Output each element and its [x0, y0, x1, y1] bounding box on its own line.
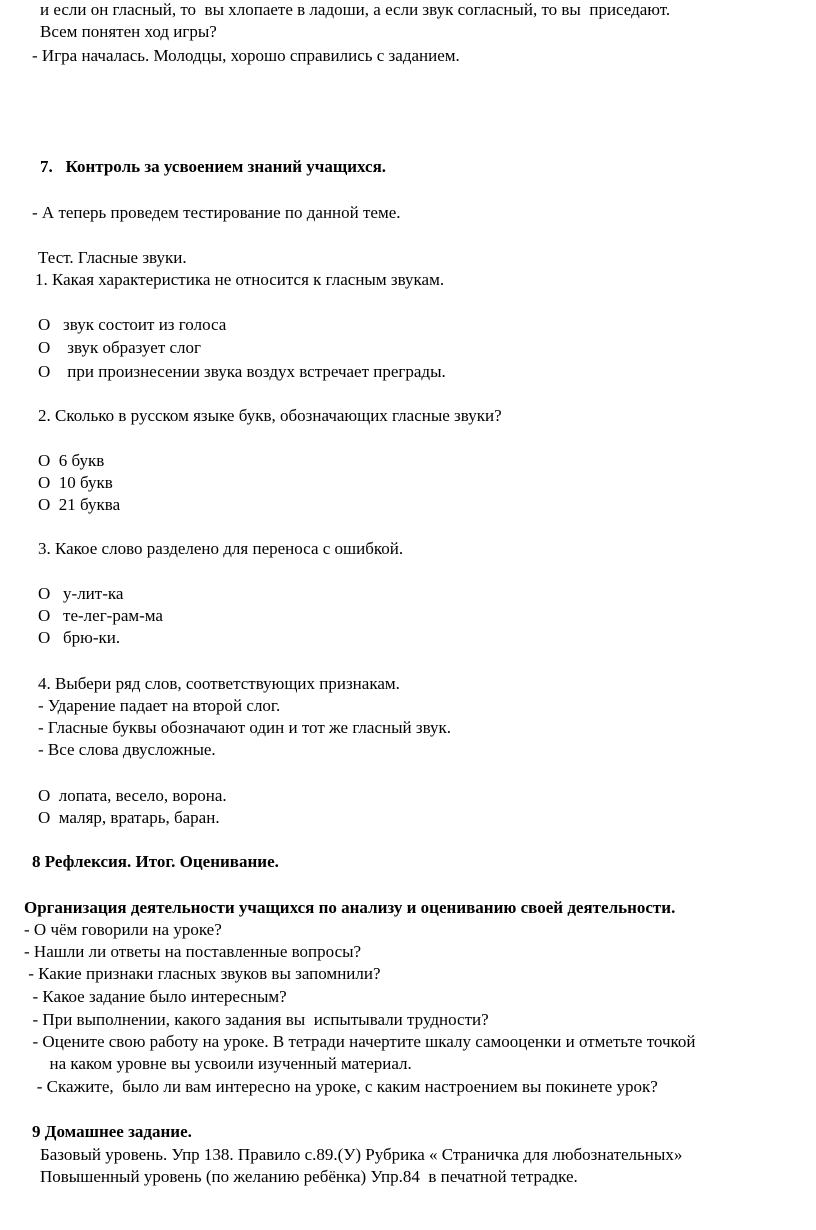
homework-advanced: Повышенный уровень (по желанию ребёнка) Упр.84 в печатной тетрадке.	[40, 1167, 578, 1186]
reflection-item: на каком уровне вы усвоили изученный материал.	[24, 1054, 412, 1073]
section-8-heading: 8 Рефлексия. Итог. Оценивание.	[32, 852, 279, 871]
question-4-condition: - Ударение падает на второй слог.	[38, 696, 281, 715]
reflection-item: - О чём говорили на уроке?	[24, 920, 222, 939]
question-4-option: О лопата, весело, ворона.	[38, 786, 227, 805]
question-1-option: О звук состоит из голоса	[38, 315, 227, 334]
intro-line-3: - Игра началась. Молодцы, хорошо справились с заданием.	[32, 46, 460, 65]
question-3-option: О брю-ки.	[38, 628, 121, 647]
question-3: 3. Какое слово разделено для переноса с ошибкой.	[38, 539, 404, 558]
question-2-option: О 10 букв	[38, 473, 113, 492]
question-1: 1. Какая характеристика не относится к гласным звукам.	[35, 270, 445, 289]
question-2-option: О 21 буква	[38, 495, 121, 514]
question-1-option: О при произнесении звука воздух встречает преграды.	[38, 362, 446, 381]
reflection-item: - Скажите, было ли вам интересно на уроке, с каким настроением вы покинете урок?	[24, 1077, 658, 1096]
question-1-option: О звук образует слог	[38, 338, 202, 357]
question-4-condition: - Все слова двусложные.	[38, 740, 216, 759]
section-7-heading: 7. Контроль за усвоением знаний учащихся.	[40, 157, 387, 176]
section-9-heading: 9 Домашнее задание.	[32, 1122, 192, 1141]
reflection-item: - Нашли ли ответы на поставленные вопросы?	[24, 942, 362, 961]
reflection-item: - Какие признаки гласных звуков вы запомнили?	[24, 964, 381, 983]
reflection-item: - Какое задание было интересным?	[24, 987, 287, 1006]
intro-line-1: и если он гласный, то вы хлопаете в ладоши, а если звук согласный, то вы приседают.	[40, 0, 671, 19]
question-2: 2. Сколько в русском языке букв, обозначающих гласные звуки?	[38, 406, 502, 425]
question-4-condition: - Гласные буквы обозначают один и тот же гласный звук.	[38, 718, 452, 737]
question-4-option: О маляр, вратарь, баран.	[38, 808, 220, 827]
reflection-item: - При выполнении, какого задания вы испытывали трудности?	[24, 1010, 489, 1029]
question-3-option: О те-лег-рам-ма	[38, 606, 163, 625]
section-8-subheading: Организация деятельности учащихся по анализу и оцениванию своей деятельности.	[24, 898, 676, 917]
section-7-intro: - А теперь проведем тестирование по данной теме.	[32, 203, 401, 222]
question-4: 4. Выбери ряд слов, соответствующих признакам.	[38, 674, 400, 693]
question-2-option: О 6 букв	[38, 451, 105, 470]
test-title: Тест. Гласные звуки.	[38, 248, 187, 267]
homework-basic: Базовый уровень. Упр 138. Правило с.89.(У) Рубрика « Страничка для любознательных»	[40, 1145, 683, 1164]
question-3-option: О у-лит-ка	[38, 584, 124, 603]
intro-line-2: Всем понятен ход игры?	[40, 22, 217, 41]
reflection-item: - Оцените свою работу на уроке. В тетради начертите шкалу самооценки и отметьте точкой	[24, 1032, 696, 1051]
